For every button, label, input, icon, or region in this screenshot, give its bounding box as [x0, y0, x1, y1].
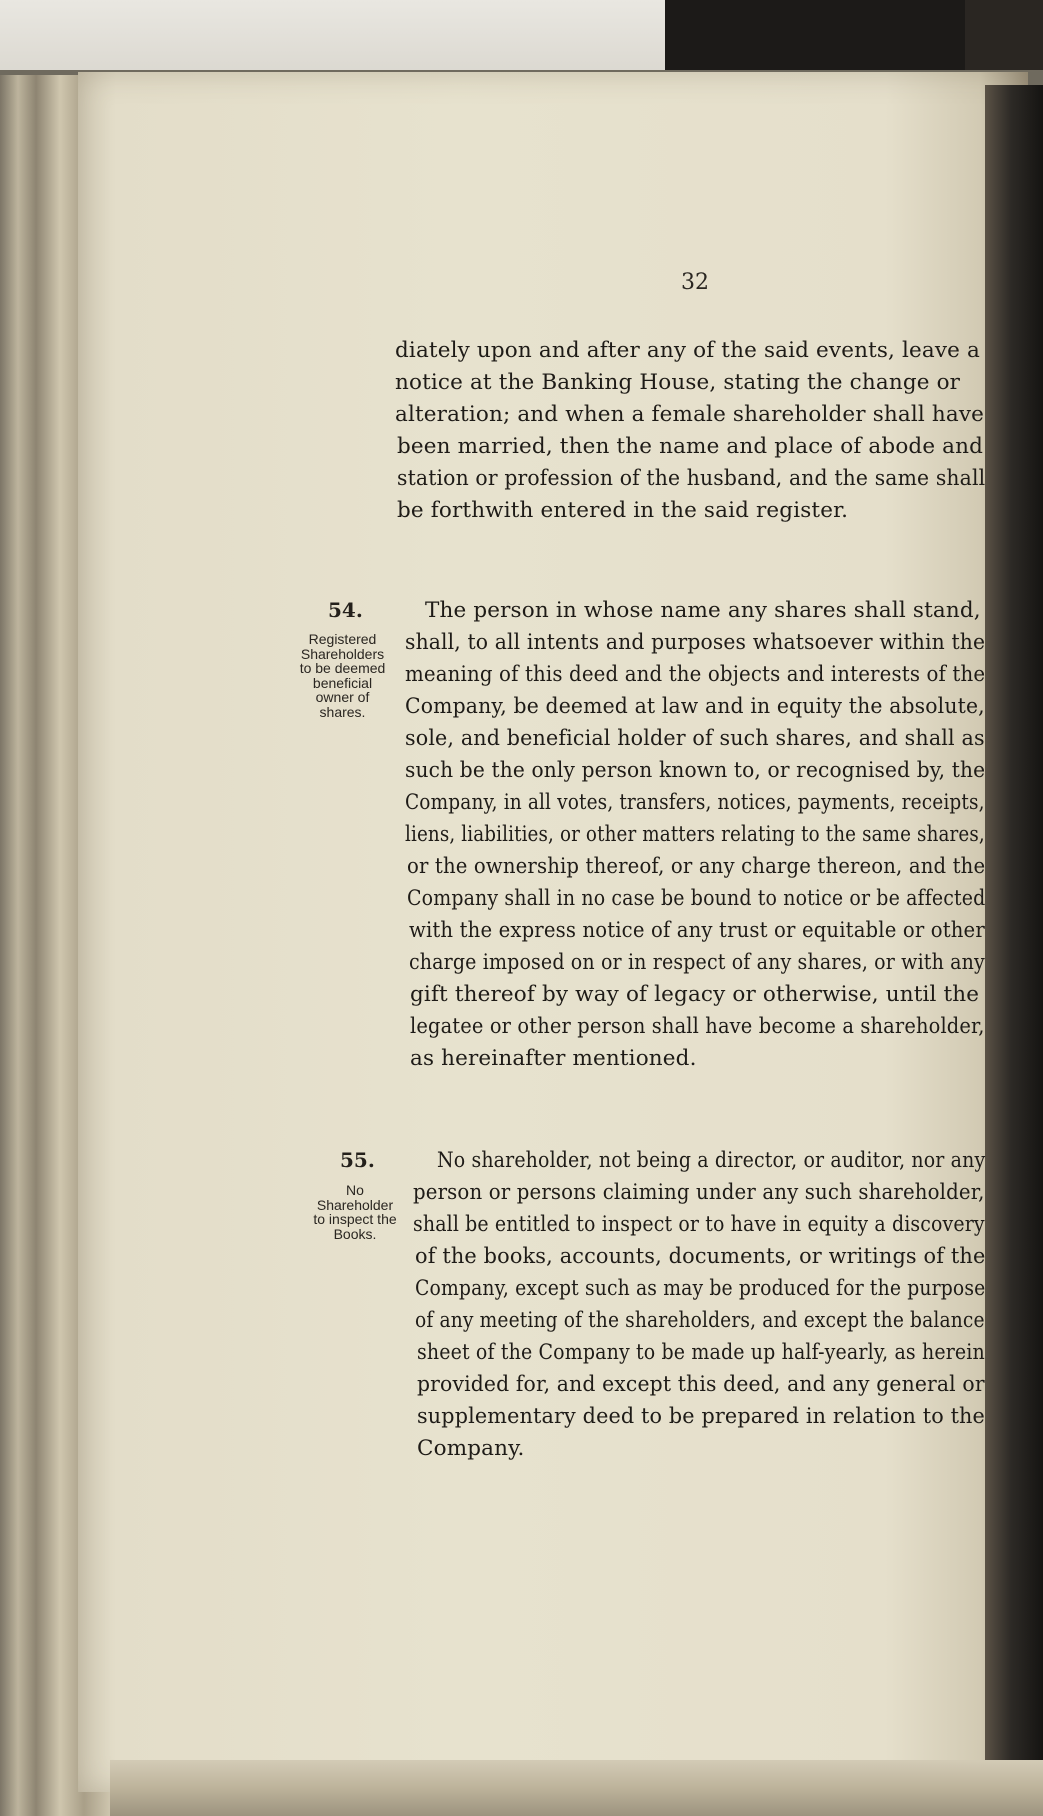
section-line: charge imposed on or in respect of any shares, or with any	[409, 950, 985, 975]
section-line: No shareholder, not being a director, or auditor, nor any	[437, 1148, 986, 1173]
continuation-line: station or profession of the husband, and the same shall	[397, 466, 986, 491]
section-line: Company.	[417, 1436, 525, 1461]
page-bottom-edge	[110, 1760, 1043, 1816]
margin-note	[290, 632, 395, 719]
margin-note-line: owner of	[315, 689, 370, 705]
continuation-line: been married, then the name and place of abode and	[397, 434, 984, 459]
section-line: sole, and beneficial holder of such shares, and shall as	[405, 726, 985, 751]
section-line: Company shall in no case be bound to notice or be affected	[407, 886, 986, 911]
section-line: with the express notice of any trust or equitable or other	[409, 918, 985, 943]
margin-note-line: Registered	[308, 631, 377, 647]
section-line: such be the only person known to, or recognised by, the	[405, 758, 986, 783]
margin-note-line: No	[346, 1182, 364, 1198]
margin-note-line: Books.	[333, 1225, 377, 1242]
background-paper-top	[0, 0, 665, 80]
section-line: supplementary deed to be prepared in relation to the	[417, 1404, 985, 1429]
continuation-line: notice at the Banking House, stating the change or	[395, 370, 961, 395]
section-line: or the ownership thereof, or any charge thereon, and the	[407, 854, 986, 879]
margin-note-line: Shareholder	[316, 1196, 394, 1213]
section-line: gift thereof by way of legacy or otherwise, until the	[410, 982, 980, 1007]
section-line: provided for, and except this deed, and any general or	[417, 1372, 985, 1397]
continuation-line: be forthwith entered in the said register.	[397, 498, 849, 523]
page-right-edge	[985, 85, 1043, 1816]
section-line: meaning of this deed and the objects and interests of the	[405, 662, 986, 687]
section-line: shall be entitled to inspect or to have in equity a discovery	[413, 1212, 985, 1237]
section-line: person or persons claiming under any such shareholder,	[413, 1180, 985, 1205]
section-line: Company, except such as may be produced for the purpose	[415, 1276, 986, 1301]
continuation-line: diately upon and after any of the said events, leave a	[395, 338, 980, 363]
section-line: of any meeting of the shareholders, and except the balance	[415, 1308, 985, 1333]
section-line: Company, be deemed at law and in equity the absolute,	[405, 694, 985, 719]
margin-note	[300, 1183, 410, 1241]
margin-note-line: to inspect the	[313, 1211, 397, 1227]
section-line: legatee or other person shall have become a shareholder,	[410, 1014, 985, 1039]
margin-note-line: to be deemed	[299, 660, 386, 676]
section-line: as hereinafter mentioned.	[410, 1046, 697, 1071]
margin-note-line: beneficial	[312, 674, 373, 691]
section-line: of the books, accounts, documents, or writings of the	[415, 1244, 986, 1269]
section-line: liens, liabilities, or other matters relating to the same shares,	[405, 822, 985, 847]
section-line: shall, to all intents and purposes whatsoever within the	[405, 630, 986, 655]
continuation-line: alteration; and when a female shareholder shall have	[395, 402, 985, 427]
section-line: The person in whose name any shares shall stand,	[425, 598, 981, 623]
page-number: 32	[681, 270, 709, 295]
section-number: 55.	[340, 1148, 375, 1172]
margin-note-line: shares.	[319, 703, 366, 720]
section-line: Company, in all votes, transfers, notices, payments, receipts,	[405, 790, 985, 815]
margin-note-line: Shareholders	[300, 645, 385, 662]
section-number: 54.	[328, 598, 363, 622]
section-line: sheet of the Company to be made up half-yearly, as herein	[417, 1340, 985, 1365]
